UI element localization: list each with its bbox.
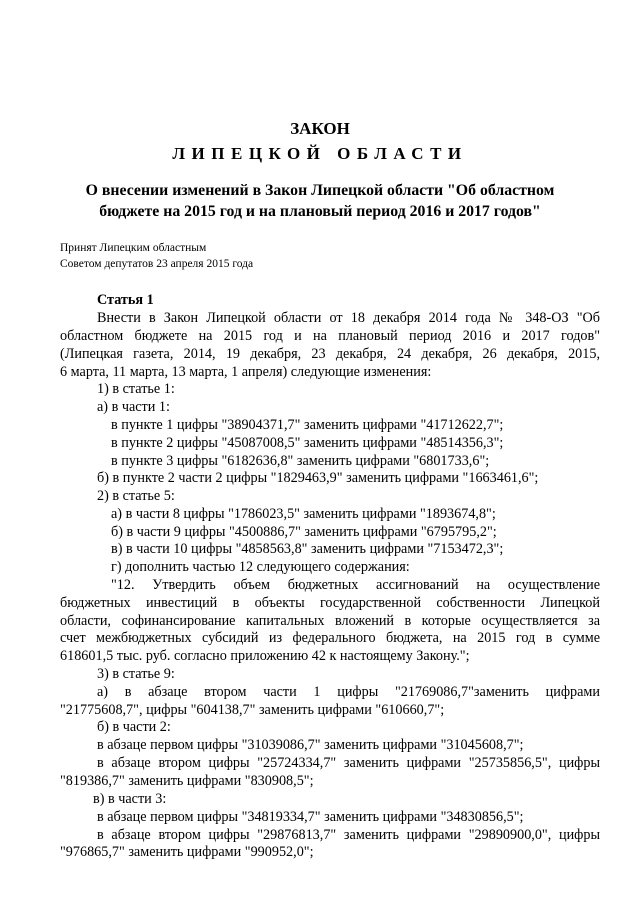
text-line: б) в пункте 2 части 2 цифры "1829463,9" заменить цифрами "1663461,6"; — [97, 470, 539, 486]
text-line: "21775608,7", цифры "604138,7" заменить цифрами "610660,7"; — [60, 702, 445, 718]
text-line: в пункте 2 цифры "45087008,5" заменить цифрами "48514356,3"; — [111, 435, 504, 451]
text-line: 2) в статье 5: — [97, 488, 175, 504]
text-line: 6 марта, 11 марта, 13 марта, 1 апреля) следующие изменения: — [60, 364, 432, 380]
adoption-line-2: Советом депутатов 23 апреля 2015 года — [60, 258, 254, 270]
text-line: а) в части 8 цифры "1786023,5" заменить цифрами "1893674,8"; — [111, 506, 496, 522]
text-line: в абзаце втором цифры "29876813,7" заменить цифрами "29890900,0", цифры — [97, 827, 600, 843]
text-line: "12. Утвердить объем бюджетных ассигнований на осуществление — [111, 577, 600, 593]
text-line: в пункте 3 цифры "6182636,8" заменить цифрами "6801733,6"; — [111, 453, 490, 469]
text-line: 3) в статье 9: — [97, 666, 175, 682]
text-line: бюджетных инвестиций в объекты государственной собственности Липецкой — [60, 595, 600, 611]
text-line: в абзаце первом цифры "34819334,7" заменить цифрами "34830856,5"; — [97, 809, 524, 825]
text-line: в абзаце первом цифры "31039086,7" заменить цифрами "31045608,7"; — [97, 737, 524, 753]
text-line: б) в части 2: — [97, 719, 171, 735]
text-line: в) в части 3: — [93, 791, 167, 807]
law-title: ЗАКОН — [290, 119, 350, 138]
text-line: в) в части 10 цифры "4858563,8" заменить цифрами "7153472,3"; — [111, 541, 504, 557]
text-line: г) дополнить частью 12 следующего содержания: — [111, 559, 410, 575]
text-line: Внести в Закон Липецкой области от 18 декабря 2014 года № 348-ОЗ "Об — [97, 310, 600, 326]
article-heading: Статья 1 — [97, 292, 154, 308]
text-line: областном бюджете на 2015 год и на плановый период 2016 и 2017 годов" — [60, 328, 600, 344]
text-line: счет межбюджетных субсидий из федерального бюджета, на 2015 год в сумме — [60, 630, 600, 646]
text-line: б) в части 9 цифры "4500886,7" заменить цифрами "6795795,2"; — [111, 524, 497, 540]
text-line: (Липецкая газета, 2014, 19 декабря, 23 декабря, 24 декабря, 26 декабря, 2015, — [60, 346, 600, 362]
law-subtitle-line-2: бюджете на 2015 год и на плановый период 2016 и 2017 годов" — [99, 203, 541, 220]
text-line: а) в абзаце втором части 1 цифры "21769086,7"заменить цифрами — [97, 684, 600, 700]
text-line: а) в части 1: — [97, 399, 170, 415]
text-line: 618601,5 тыс. руб. согласно приложению 42 к настоящему Закону."; — [60, 648, 470, 664]
text-line: "819386,7" заменить цифрами "830908,5"; — [60, 773, 314, 789]
region-title: ЛИПЕЦКОЙ ОБЛАСТИ — [172, 144, 468, 163]
text-line: области, софинансирование капитальных вложений в которые осуществляется за — [60, 613, 600, 629]
text-line: в пункте 1 цифры "38904371,7" заменить цифрами "41712622,7"; — [111, 417, 504, 433]
adoption-line-1: Принят Липецким областным — [60, 242, 207, 254]
text-line: в абзаце втором цифры "25724334,7" заменить цифрами "25735856,5", цифры — [97, 755, 600, 771]
text-line: "976865,7" заменить цифрами "990952,0"; — [60, 844, 314, 860]
text-line: 1) в статье 1: — [97, 381, 175, 397]
law-subtitle-line-1: О внесении изменений в Закон Липецкой области "Об областном — [85, 182, 555, 199]
